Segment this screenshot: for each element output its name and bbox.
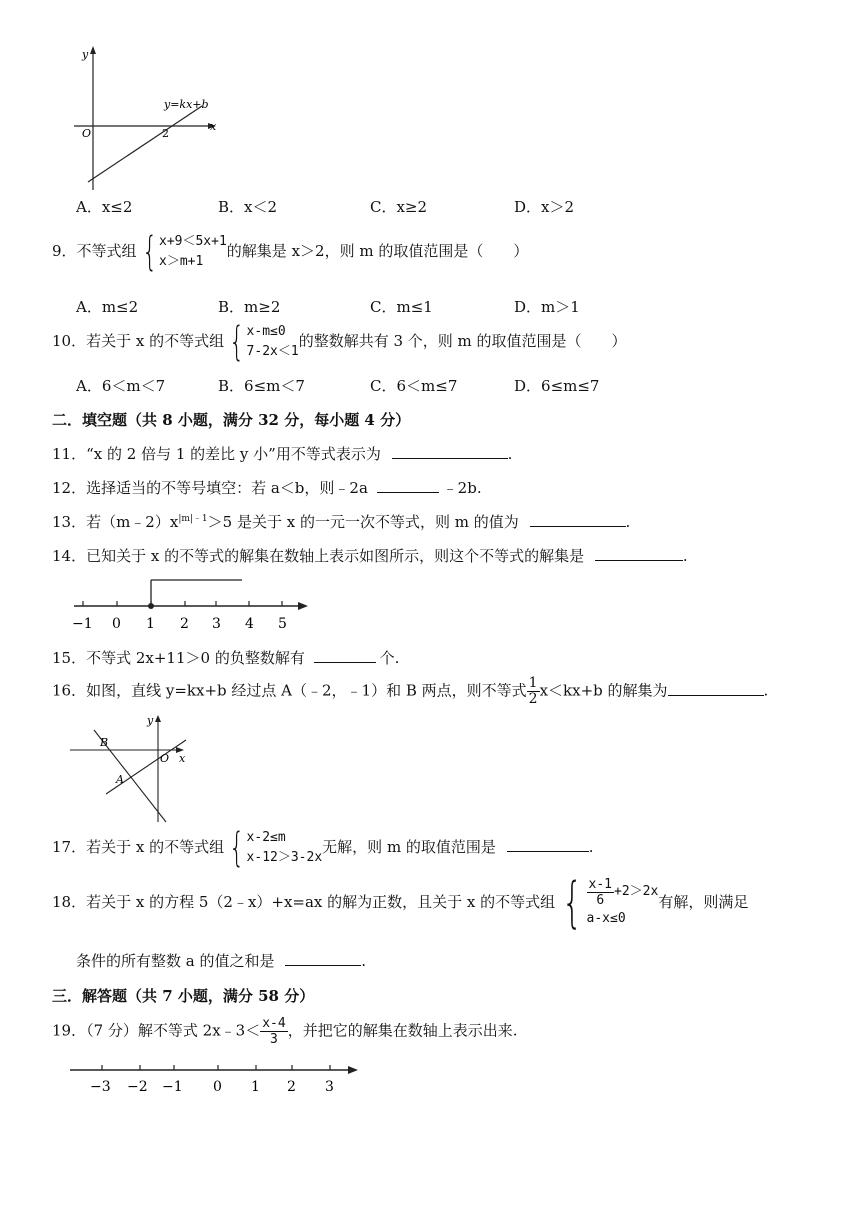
question-15 (52, 647, 399, 668)
q16-post: x＜kx+b 的解集为 (539, 681, 668, 700)
tick-label: −2 (127, 1079, 148, 1095)
q17-suffix: 无解，则 m 的取值范围是 (322, 838, 496, 856)
q14-answer-blank[interactable] (595, 546, 683, 561)
question-18 (52, 871, 749, 934)
q9-option-a[interactable]: A．m≤2 (76, 298, 139, 316)
tick-label: 3 (212, 616, 221, 632)
tick-label: 5 (278, 616, 287, 632)
question-13 (52, 511, 630, 532)
q13-answer-blank[interactable] (530, 512, 626, 527)
q17-eq2: x-12＞3-2x (246, 850, 323, 865)
x-axis-label: x (179, 752, 186, 765)
point-b-label: B (100, 736, 109, 749)
q11-end: . (507, 445, 513, 463)
q19-fraction-num: x-4 (262, 1016, 286, 1031)
q13-pre: 13．若（m﹣2）x (52, 513, 179, 531)
tick-label: 1 (251, 1079, 260, 1095)
q13-end: . (625, 513, 631, 531)
q14-number-line (66, 572, 316, 634)
q10-eq1: x-m≤0 (246, 324, 286, 339)
q16-fraction-den: 2 (528, 691, 538, 707)
q11-text: 11．“x 的 2 倍与 1 的差比 y 小”用不等式表示为 (52, 445, 381, 463)
q10-prefix: 10．若关于 x 的不等式组 (52, 332, 225, 350)
q14-end: . (682, 547, 688, 565)
q8-graph (60, 40, 240, 195)
q18-eq1-rest: +2＞2x (614, 884, 659, 899)
q10-eq2: 7-2x＜1 (246, 344, 299, 359)
q14-text: 14．已知关于 x 的不等式的解集在数轴上表示如图所示，则这个不等式的解集是 (52, 547, 585, 565)
y-axis-label: y (147, 714, 154, 727)
x-axis-label: x (210, 120, 217, 133)
q12-answer-blank[interactable] (377, 478, 439, 493)
q18-line2: 条件的所有整数 a 的值之和是 (76, 952, 275, 970)
q12-after: ﹣2b. (442, 479, 482, 497)
q18-answer-blank[interactable] (285, 951, 361, 966)
question-18-line-2 (76, 950, 366, 971)
q10-option-d[interactable]: D．6≤m≤7 (514, 377, 600, 395)
q9-eq1: x+9＜5x+1 (159, 234, 227, 249)
q16-fraction-num: 1 (528, 675, 538, 691)
q8-option-d[interactable]: D．x＞2 (514, 198, 575, 216)
q9-option-b[interactable]: B．m≥2 (218, 298, 281, 316)
tick-label: −3 (90, 1079, 111, 1095)
q8-option-a[interactable]: A．x≤2 (76, 198, 133, 216)
q18-end: . (361, 952, 367, 970)
question-14 (52, 545, 688, 566)
q16-pre: 16．如图，直线 y=kx+b 经过点 A（﹣2，﹣1）和 B 两点，则不等式 (52, 681, 527, 700)
q10-option-c[interactable]: C．6＜m≤7 (370, 377, 458, 395)
tick-label: 4 (245, 616, 254, 632)
q19-pre: 19．（7 分）解不等式 2x﹣3＜ (52, 1021, 261, 1040)
q18-prefix: 18．若关于 x 的方程 5（2﹣x）+x=ax 的解为正数，且关于 x 的不等式组 (52, 893, 556, 911)
q9-option-d[interactable]: D．m＞1 (514, 298, 580, 316)
tick-label: −1 (162, 1079, 183, 1095)
q11-answer-blank[interactable] (392, 444, 508, 459)
line-label: y=kx+b (164, 98, 209, 111)
q12-text: 12．选择适当的不等号填空：若 a＜b，则﹣2a (52, 479, 368, 497)
q10-system: { x-m≤0 7-2x＜1 (229, 319, 299, 365)
q15-answer-blank[interactable] (314, 648, 376, 663)
q10-suffix: 的整数解共有 3 个，则 m 的取值范围是（ ） (298, 332, 627, 350)
question-17 (52, 825, 594, 871)
question-9 (52, 229, 529, 275)
tick-label: −1 (72, 616, 93, 632)
q10-option-a[interactable]: A．6＜m＜7 (76, 377, 166, 395)
q19-fraction-den: 3 (270, 1032, 278, 1047)
q9-option-c[interactable]: C．m≤1 (370, 298, 433, 316)
tick-label: 0 (213, 1079, 222, 1095)
q17-prefix: 17．若关于 x 的不等式组 (52, 838, 225, 856)
question-11 (52, 443, 512, 464)
q19-number-line (66, 1060, 366, 1100)
q8-option-b[interactable]: B．x＜2 (218, 198, 278, 216)
q13-exponent: |m|﹣1 (178, 514, 208, 524)
q16-fraction (527, 676, 540, 707)
q18-eq2: a-x≤0 (586, 910, 626, 926)
origin-label: O (82, 127, 92, 140)
q18-system: { $\frac{x-1}{6}$ +2＞2x a-x≤0 (562, 871, 659, 934)
q18-fraction-den: 6 (596, 892, 605, 908)
q10-option-b[interactable]: B．6≤m＜7 (218, 377, 305, 395)
q17-eq1: x-2≤m (246, 830, 286, 845)
origin-label: O (160, 752, 170, 765)
q16-answer-blank[interactable] (668, 681, 764, 696)
q9-system: { x+9＜5x+1 x＞m+1 (141, 229, 227, 275)
q19-fraction (260, 1016, 287, 1047)
q15-text: 15．不等式 2x+11＞0 的负整数解有 (52, 649, 305, 667)
q17-system: { x-2≤m x-12＞3-2x (229, 825, 323, 871)
q16-graph (66, 710, 206, 826)
tick-label: 2 (180, 616, 189, 632)
q18-suffix: 有解，则满足 (658, 893, 749, 911)
q8-option-c[interactable]: C．x≥2 (370, 198, 428, 216)
section-3-heading: 三．解答题（共 7 小题，满分 58 分） (52, 987, 315, 1005)
q19-post: ，并把它的解集在数轴上表示出来. (287, 1021, 518, 1040)
q9-eq2: x＞m+1 (159, 254, 204, 269)
question-19 (52, 1016, 517, 1047)
q16-end: . (763, 681, 769, 700)
question-10 (52, 319, 627, 365)
q17-end: . (588, 838, 594, 856)
q18-fraction-num: x-1 (588, 876, 613, 892)
point-a-label: A (116, 773, 124, 786)
q13-post: ＞5 是关于 x 的一元一次不等式，则 m 的值为 (207, 513, 519, 531)
section-2-heading: 二．填空题（共 8 小题，满分 32 分，每小题 4 分） (52, 411, 411, 429)
q9-suffix: 的解集是 x＞2，则 m 的取值范围是（ ） (226, 242, 529, 260)
tick-label: 3 (325, 1079, 334, 1095)
q15-end: 个. (379, 649, 400, 667)
question-16 (52, 676, 768, 707)
q17-answer-blank[interactable] (507, 837, 589, 852)
x-intercept-label: 2 (162, 127, 169, 140)
y-axis-label: y (82, 48, 89, 61)
question-12 (52, 477, 482, 498)
tick-label: 1 (146, 616, 155, 632)
tick-label: 2 (287, 1079, 296, 1095)
tick-label: 0 (112, 616, 121, 632)
q9-prefix: 9．不等式组 (52, 242, 137, 260)
